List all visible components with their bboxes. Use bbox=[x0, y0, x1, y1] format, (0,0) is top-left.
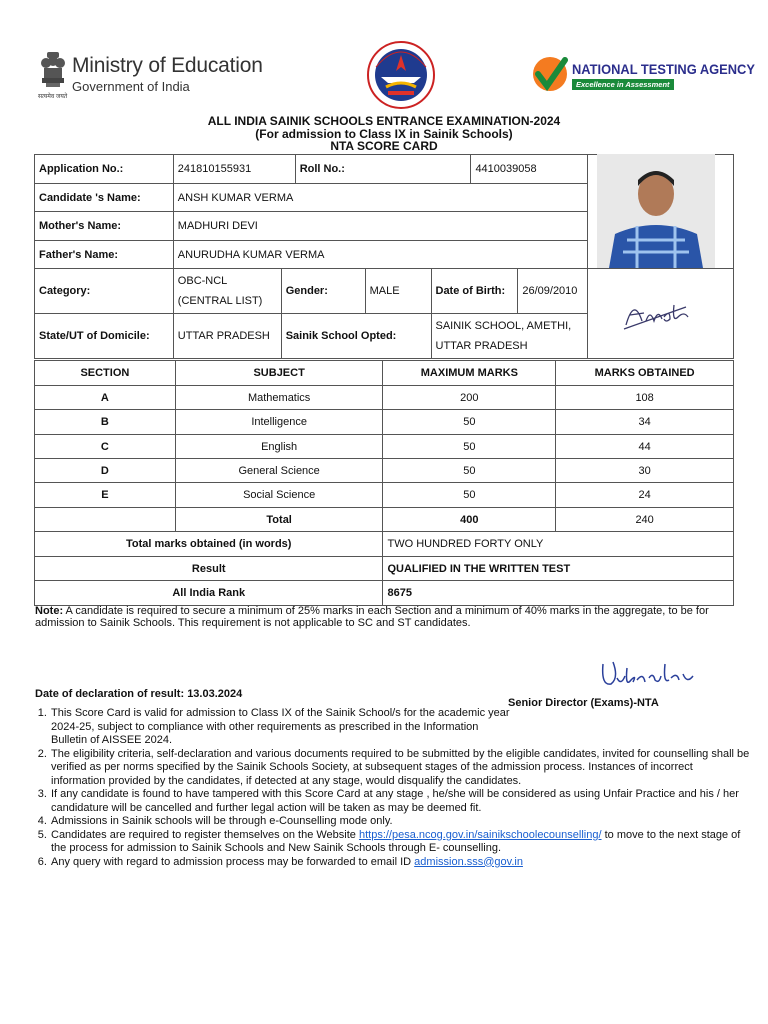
note-text: A candidate is required to secure a minimum of 25% marks in each Section and a minimum of 40% marks in the aggregate, to be for admission to Sainik Schools. This requirement is not applicable to SC and ST candidates. bbox=[35, 605, 709, 629]
table-row bbox=[35, 483, 734, 508]
obtained-cell: 24 bbox=[556, 483, 734, 508]
words-value: TWO HUNDRED FORTY ONLY bbox=[383, 532, 734, 557]
declaration-date: Date of declaration of result: 13.03.2024 bbox=[35, 688, 243, 700]
instructions-list bbox=[35, 707, 750, 869]
section-cell: A bbox=[35, 386, 176, 410]
subject-cell: English bbox=[175, 435, 383, 459]
father-name-label: Father's Name: bbox=[35, 241, 174, 269]
list-item bbox=[50, 829, 750, 856]
section-cell: E bbox=[35, 483, 176, 508]
list-item: 1. This Score Card is valid for admission to Class IX of the Sainik School/s for the academic year 2024-25, subject to compliance with other requirements as prescribed in the Information Bulletin of AISSEE 2024. bbox=[50, 707, 750, 748]
nta-logo bbox=[530, 50, 755, 100]
header-max-marks: MAXIMUM MARKS bbox=[383, 361, 556, 386]
max-marks-cell: 50 bbox=[383, 410, 556, 435]
gender-label: Gender: bbox=[281, 269, 365, 314]
school-value: SAINIK SCHOOL, AMETHI, UTTAR PRADESH bbox=[431, 314, 588, 359]
list-item bbox=[50, 856, 750, 870]
roll-value: 4410039058 bbox=[471, 155, 588, 184]
counselling-link[interactable]: https://pesa.ncog.gov.in/sainikschoolecounselling/ bbox=[358, 828, 602, 841]
nta-emblem-icon bbox=[532, 52, 568, 98]
ministry-logo bbox=[38, 50, 278, 100]
max-marks-cell: 50 bbox=[383, 483, 556, 508]
note bbox=[35, 605, 735, 629]
mother-name-label: Mother's Name: bbox=[35, 212, 174, 241]
category-value: OBC-NCL (CENTRAL LIST) bbox=[173, 269, 281, 314]
candidate-signature bbox=[620, 287, 695, 332]
rank-value: 8675 bbox=[383, 581, 734, 606]
signatory-title: Senior Director (Exams)-NTA bbox=[508, 697, 659, 709]
item6-text: Any query with regard to admission process may be forwarded to email ID bbox=[51, 855, 415, 868]
section-cell: D bbox=[35, 459, 176, 483]
max-marks-cell: 200 bbox=[383, 386, 556, 410]
candidate-photo bbox=[597, 154, 715, 268]
header-subject: SUBJECT bbox=[175, 361, 383, 386]
government-name: Government of India bbox=[72, 79, 190, 94]
mother-name-value: MADHURI DEVI bbox=[173, 212, 588, 241]
dob-value: 26/09/2010 bbox=[518, 269, 588, 314]
candidate-name-value: ANSH KUMAR VERMA bbox=[173, 184, 588, 212]
marks-table bbox=[34, 360, 734, 606]
ministry-name: Ministry of Education bbox=[72, 54, 263, 77]
result-value: QUALIFIED IN THE WRITTEN TEST bbox=[383, 557, 734, 581]
obtained-cell: 108 bbox=[556, 386, 734, 410]
director-signature bbox=[597, 654, 697, 694]
item5-text-end: to move to the next stage of the process for admission to Sainik Schools and New Sainik Schools through E- counselling. bbox=[51, 828, 741, 854]
application-label: Application No.: bbox=[35, 155, 174, 184]
header-marks-obtained: MARKS OBTAINED bbox=[556, 361, 734, 386]
state-label: State/UT of Domicile: bbox=[35, 314, 174, 359]
list-item: 2. The eligibility criteria, self-declaration and various documents required to be submitted by the eligible candidates, invited for counselling shall be verified as per norms specified by the Sainik Schools Society, at subsequent stages of the admission process. Instances of incorrect information provided by the candidates, if detected at any stage, would disqualify the candidates. bbox=[50, 748, 750, 789]
category-label: Category: bbox=[35, 269, 174, 314]
exam-title: ALL INDIA SAINIK SCHOOLS ENTRANCE EXAMINATION-2024 bbox=[207, 114, 561, 128]
table-row bbox=[35, 386, 734, 410]
father-name-value: ANURUDHA KUMAR VERMA bbox=[173, 241, 588, 269]
subject-cell: General Science bbox=[175, 459, 383, 483]
scorecard-title: NTA SCORE CARD bbox=[330, 139, 438, 153]
total-label: Total bbox=[175, 508, 383, 532]
roll-label: Roll No.: bbox=[295, 155, 471, 184]
obtained-cell: 30 bbox=[556, 459, 734, 483]
section-cell: B bbox=[35, 410, 176, 435]
subject-cell: Intelligence bbox=[175, 410, 383, 435]
candidate-name-label: Candidate 's Name: bbox=[35, 184, 174, 212]
list-item: 4. Admissions in Sainik schools will be through e-Counselling mode only. bbox=[50, 815, 750, 829]
state-value: UTTAR PRADESH bbox=[173, 314, 281, 359]
table-row bbox=[35, 410, 734, 435]
nta-name: NATIONAL TESTING AGENCY bbox=[572, 61, 755, 77]
obtained-cell: 34 bbox=[556, 410, 734, 435]
rank-label: All India Rank bbox=[35, 581, 383, 606]
max-marks-cell: 50 bbox=[383, 435, 556, 459]
obtained-cell: 44 bbox=[556, 435, 734, 459]
total-max: 400 bbox=[383, 508, 556, 532]
table-row bbox=[35, 435, 734, 459]
list-item: 3. If any candidate is found to have tampered with this Score Card at any stage , he/she will be considered as using Unfair Practice and his / her candidature will be cancelled and further legal action will be taken as may be deemed fit. bbox=[50, 788, 750, 815]
item5-text: Candidates are required to register themselves on the Website bbox=[51, 828, 359, 841]
header-section: SECTION bbox=[35, 361, 176, 386]
subject-cell: Social Science bbox=[175, 483, 383, 508]
total-obtained: 240 bbox=[556, 508, 734, 532]
application-value: 241810155931 bbox=[173, 155, 295, 184]
subject-cell: Mathematics bbox=[175, 386, 383, 410]
max-marks-cell: 50 bbox=[383, 459, 556, 483]
motto: सत्यमेव जयते bbox=[38, 94, 68, 100]
email-link[interactable]: admission.sss@gov.in bbox=[414, 855, 523, 868]
table-row bbox=[35, 459, 734, 483]
national-emblem-icon bbox=[38, 50, 68, 98]
school-label: Sainik School Opted: bbox=[281, 314, 431, 359]
result-label: Result bbox=[35, 557, 383, 581]
dob-label: Date of Birth: bbox=[431, 269, 518, 314]
note-label: Note: bbox=[35, 605, 64, 617]
gender-value: MALE bbox=[365, 269, 431, 314]
sainik-school-seal-icon bbox=[366, 37, 436, 113]
nta-tagline: Excellence in Assessment bbox=[572, 79, 674, 90]
section-cell: C bbox=[35, 435, 176, 459]
exam-subtitle: (For admission to Class IX in Sainik Schools) bbox=[255, 127, 513, 141]
words-label: Total marks obtained (in words) bbox=[35, 532, 383, 557]
